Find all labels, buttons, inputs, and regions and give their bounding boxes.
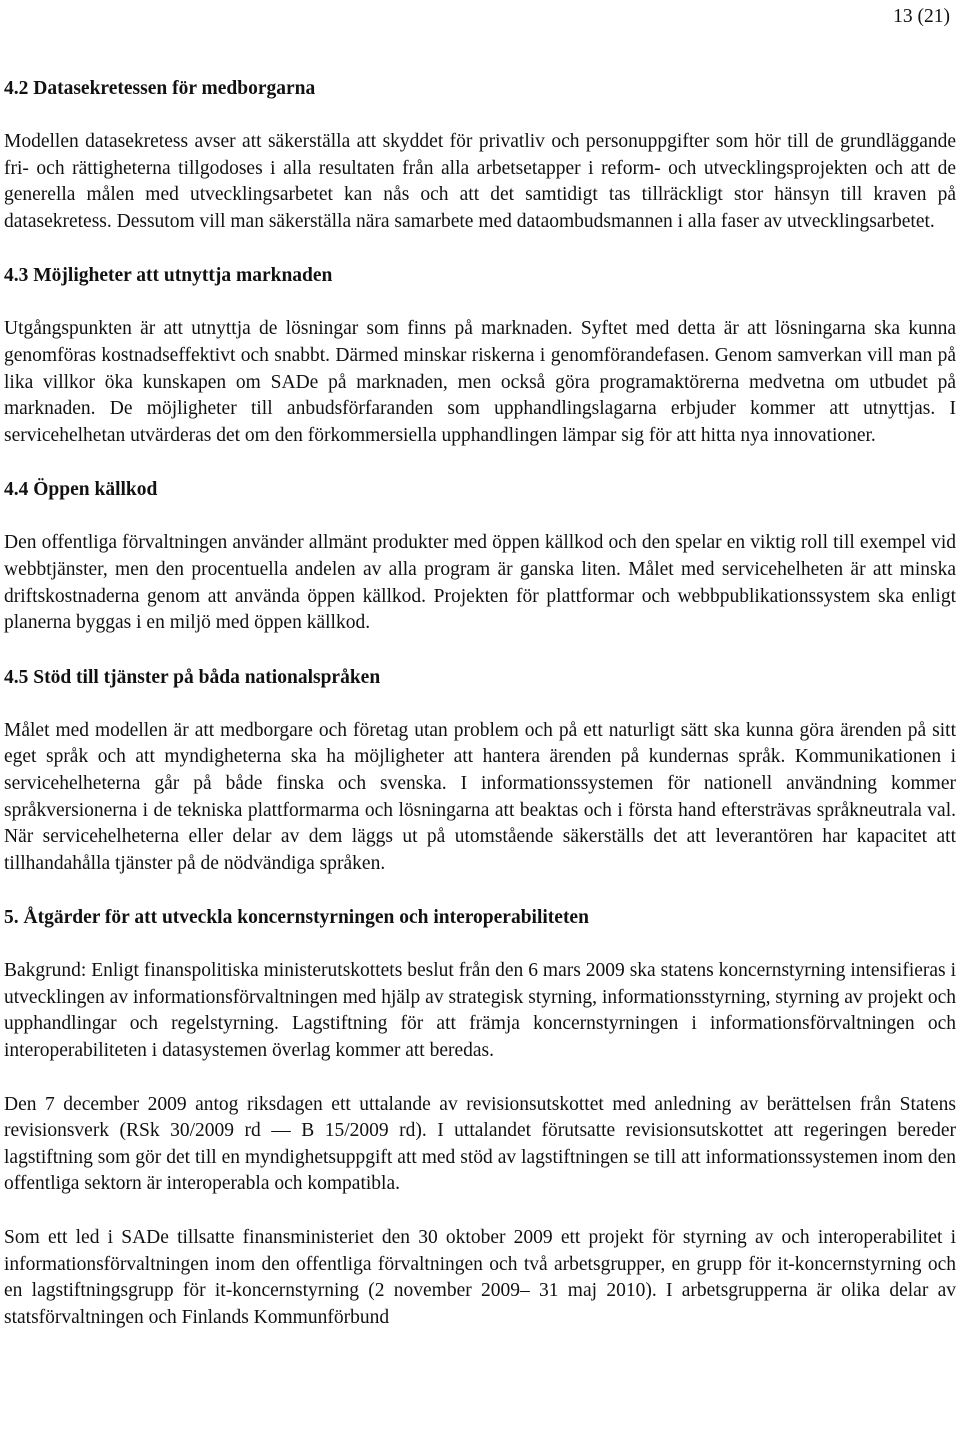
section-4-3-paragraph-1: Utgångspunkten är att utnyttja de lösningar som finns på marknaden. Syftet med detta är att lösningarna ska kunna genomföras kostnadseffektivt och snabbt. Därmed minskar riskerna i genomförandefasen. Genom samverkan vill man på lika villkor öka kunskapen om SADe på marknaden, men också göra programaktörerna medvetna om utbudet på marknaden. De möjligheter till anbudsförfaranden som upphandlingslagarna erbjuder kommer att utnyttjas. I servicehelhetan utvärderas det om den förkommersiella upphandlingen lämpar sig för att hitta nya innovationer. xyxy=(4,318,956,446)
section-5-paragraph-2: Den 7 december 2009 antog riksdagen ett uttalande av revisionsutskottet med anledning av berättelsen från Statens revisionsverk (RSk 30/2009 rd — B 15/2009 rd). I uttalandet förutsatte revisionsutskottet att regeringen bereder lagstiftning som gör det till en myndighetsuppgift att med stöd av lagstiftningen se till att informationssystemen inom den offentliga sektorn är interoperabla och kompatibla. xyxy=(4,1093,956,1195)
section-4-2-paragraph-1: Modellen datasekretess avser att säkerställa att skyddet för privatliv och personuppgifter som hör till de grundläggande fri- och rättigheterna tillgodoses i alla resultaten från alla arbetsetapper i reform- och utvecklingsprojekten och att de generella målen med utvecklingsarbetet kan nås och att det samtidigt tas tillräckligt stor hänsyn till kraven på datasekretess. Dessutom vill man säkerställa nära samarbete med dataombudsmannen i alla faser av utvecklingsarbetet. xyxy=(4,131,956,232)
section-heading-4-3: 4.3 Möjligheter att utnyttja marknaden xyxy=(4,265,333,287)
section-heading-5: 5. Åtgärder för att utveckla koncernstyrningen och interoperabiliteten xyxy=(4,907,589,929)
section-heading-4-2: 4.2 Datasekretessen för medborgarna xyxy=(4,78,316,99)
document-body xyxy=(4,76,956,1331)
section-4-4-paragraph-1: Den offentliga förvaltningen använder allmänt produkter med öppen källkod och den spelar en viktig roll till exempel vid webbtjänster, men den procentuella andelen av alla program är ganska liten. Målet med servicehelheten är att minska driftskostnaderna genom att använda öppen källkod. Projekten för plattformar och webbpublikationssystem ska enligt planerna byggas i en miljö med öppen källkod. xyxy=(4,532,956,634)
section-5-paragraph-1: Bakgrund: Enligt finanspolitiska ministerutskottets beslut från den 6 mars 2009 ska statens koncernstyrning intensifieras i utvecklingen av informationsförvaltningen med hjälp av strategisk styrning, informationsstyrning, styrning av projekt och upphandlingar och regelstyrning. Lagstiftning för att främja koncernstyrningen i informationsförvaltningen och interoperabiliteten i datasystemen överlag kommer att beredas. xyxy=(4,960,956,1062)
section-heading-4-5: 4.5 Stöd till tjänster på båda nationalspråken xyxy=(4,666,381,688)
section-5-paragraph-3: Som ett led i SADe tillsatte finansministeriet den 30 oktober 2009 ett projekt för styrning av och interoperabilitet i informationsförvaltningen inom den offentliga förvaltningen och två arbetsgrupper, en grupp för it-koncernstyrning och en lagstiftningsgrupp för it-koncernstyrning (2 november 2009– 31 maj 2010). I arbetsgrupperna är olika delar av statsförvaltningen och Finlands Kommunförbund xyxy=(4,1227,956,1328)
section-heading-4-4: 4.4 Öppen källkod xyxy=(4,479,158,501)
section-4-5-paragraph-1: Målet med modellen är att medborgare och företag utan problem och på ett naturligt sätt ska kunna göra ärenden på sitt eget språk och att myndigheterna ska ha möjligheter att hantera ärenden på kundernas språk. Kommunikationen i servicehelheterna går på både finska och svenska. I informationssystemen för nationell användning kommer språkversionerna i de tekniska plattformarma och lösningarna att beaktas och i första hand eftersträvas språkneutrala val. När servicehelheterna eller delar av dem läggs ut på utomstående säkerställs det att leverantören har kapacitet att tillhandahålla tjänster på de nödvändiga språken. xyxy=(4,719,956,874)
page-number: 13 (21) xyxy=(893,6,950,27)
